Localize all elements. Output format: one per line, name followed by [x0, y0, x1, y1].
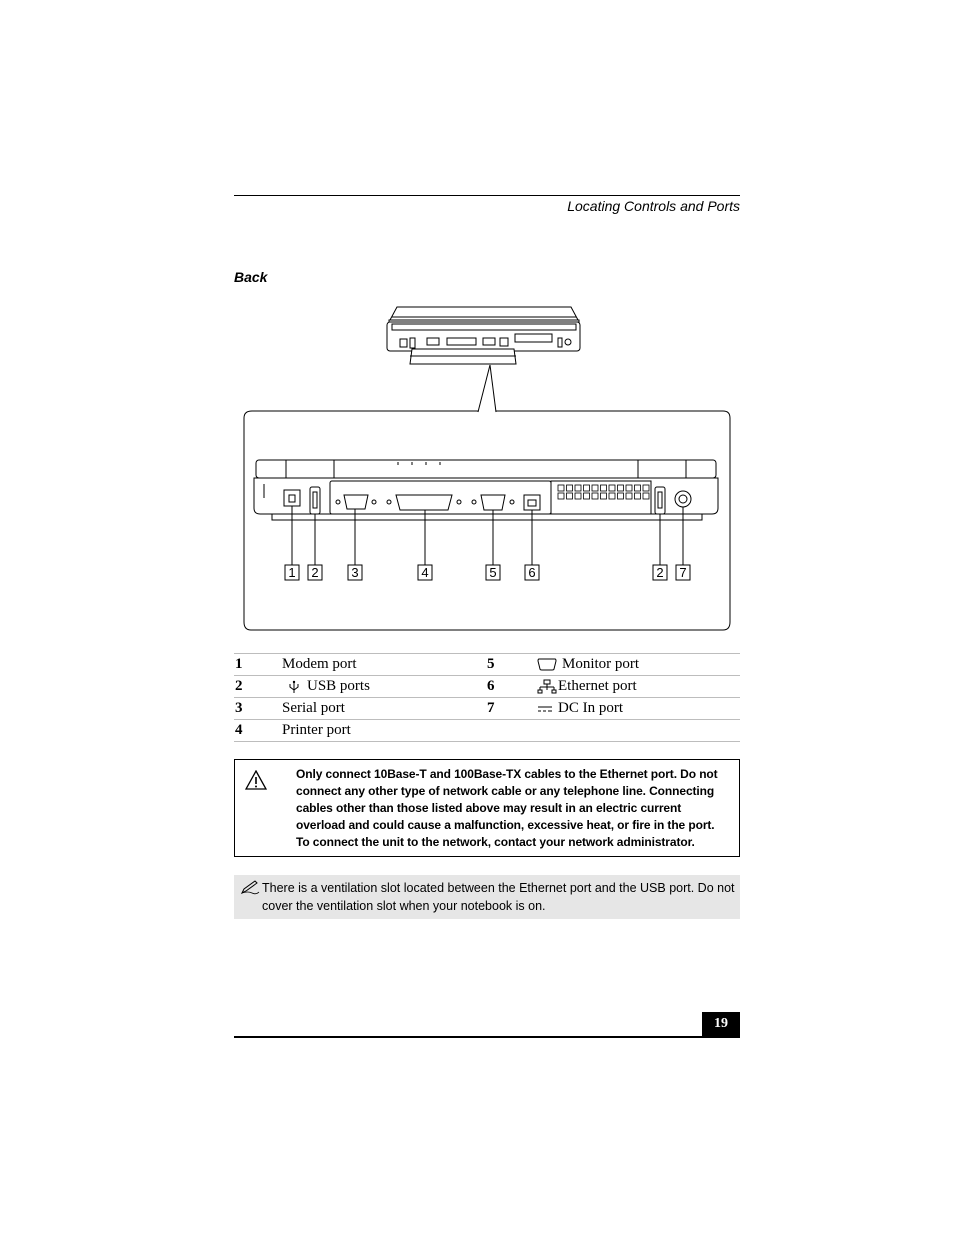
- legend-label: Modem port: [282, 656, 357, 672]
- legend-number: 2: [234, 676, 282, 698]
- note-text: There is a ventilation slot located between the Ethernet port and the USB port. Do not cover the ventilation slot when your notebook is on.: [262, 881, 735, 913]
- legend-number: 6: [487, 676, 535, 698]
- svg-text:3: 3: [351, 565, 359, 580]
- callout-1: [285, 565, 299, 580]
- legend-row: [234, 654, 740, 676]
- running-title: Locating Controls and Ports: [567, 198, 740, 214]
- warning-box: [234, 759, 740, 857]
- svg-text:2: 2: [656, 565, 664, 580]
- svg-text:1: 1: [288, 565, 296, 580]
- svg-text:5: 5: [489, 565, 497, 580]
- legend-label: DC In port: [558, 700, 623, 716]
- pencil-note-icon: [240, 879, 260, 895]
- section-title: Back: [234, 269, 268, 285]
- legend-number: 3: [234, 698, 282, 720]
- monitor-icon: [537, 658, 557, 671]
- callout-6: [525, 565, 539, 580]
- legend-label: Serial port: [282, 700, 345, 716]
- svg-text:6: 6: [528, 565, 536, 580]
- legend-number: 1: [234, 654, 282, 676]
- callout-7: [676, 565, 690, 580]
- legend-label: USB ports: [307, 678, 370, 694]
- callout-5: [486, 565, 500, 580]
- ethernet-icon: [537, 679, 557, 695]
- callout-2: [653, 565, 667, 580]
- warning-triangle-icon: [245, 770, 267, 790]
- overview-laptop: [387, 307, 580, 364]
- port-legend-table: [234, 653, 740, 742]
- callout-3: [348, 565, 362, 580]
- legend-number: 7: [487, 698, 535, 720]
- legend-number: 5: [487, 654, 535, 676]
- header-rule: [234, 195, 740, 196]
- svg-text:2: 2: [311, 565, 319, 580]
- legend-label: Ethernet port: [558, 678, 637, 694]
- warning-text: Only connect 10Base-T and 100Base-TX cables to the Ethernet port. Do not connect any other type of network cable or any telephone line. Connecting cables other than those listed above may result in an electric current overload and could cause a malfunction, excessive heat, or fire in the port. To connect the unit to the network, contact your network administrator.: [296, 767, 718, 849]
- legend-number: 4: [234, 720, 282, 742]
- laptop-back-figure: [234, 300, 740, 635]
- callout-2: [308, 565, 322, 580]
- footer-rule: [234, 1036, 740, 1038]
- legend-label: Printer port: [282, 722, 351, 738]
- legend-row: [234, 676, 740, 698]
- page-number: 19: [702, 1012, 740, 1036]
- legend-label: Monitor port: [562, 656, 640, 672]
- legend-row: [234, 698, 740, 720]
- note-box: [234, 875, 740, 919]
- legend-number: [487, 720, 535, 742]
- dc-in-icon: [537, 705, 553, 713]
- svg-text:4: 4: [421, 565, 429, 580]
- svg-text:7: 7: [679, 565, 687, 580]
- callout-4: [418, 565, 432, 580]
- legend-row: [234, 720, 740, 742]
- usb-icon: [286, 680, 302, 694]
- ventilation-slot: [558, 485, 649, 499]
